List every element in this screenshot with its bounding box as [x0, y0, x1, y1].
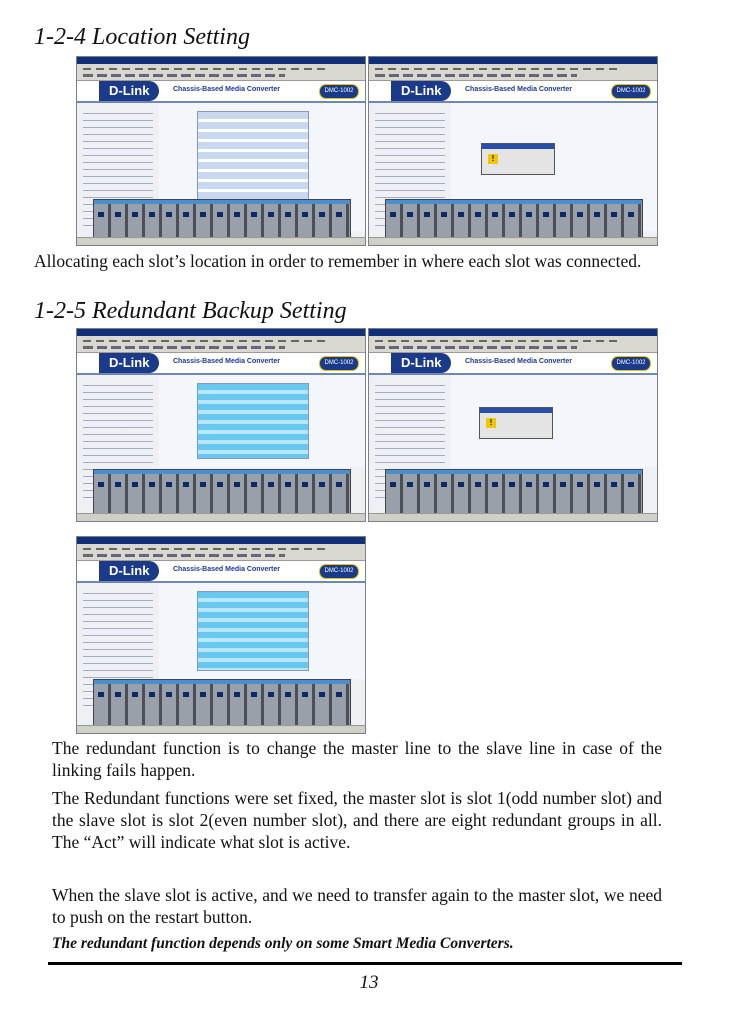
screenshot-location-form: [76, 56, 366, 246]
browser-toolbar: [369, 336, 657, 353]
app-banner: [77, 81, 365, 103]
redundant-paragraph-2: The Redundant functions were set fixed, the master slot is slot 1(odd number slot) and the slave slot is slot 2(even number slot), and there are eight redundant groups in all. The “Act” will indicate what slot is active.: [52, 788, 662, 852]
dlink-logo: D-Link: [391, 81, 451, 101]
app-banner: [369, 353, 657, 375]
window-titlebar: [369, 329, 657, 336]
window-titlebar: [77, 537, 365, 544]
app-banner: [77, 561, 365, 583]
note-text: The redundant function depends only on some Smart Media Converters.: [52, 935, 514, 952]
model-badge: DMC-1002: [611, 84, 651, 99]
content-area: [159, 375, 365, 467]
content-area: [451, 375, 657, 467]
redundant-table: [197, 383, 309, 459]
product-name: Chassis-Based Media Converter: [173, 358, 280, 365]
dlink-logo: D-Link: [99, 561, 159, 581]
status-bar: [77, 237, 365, 245]
screenshot-redundant-restart: [76, 536, 366, 734]
window-titlebar: [369, 57, 657, 64]
model-badge: DMC-1002: [319, 356, 359, 371]
status-bar: [77, 725, 365, 733]
status-bar: [369, 237, 657, 245]
browser-toolbar: [369, 64, 657, 81]
model-badge: DMC-1002: [611, 356, 651, 371]
redundant-paragraph-3: When the slave slot is active, and we need to transfer again to the master slot, we need to push on the restart button.: [52, 885, 662, 927]
status-bar: [369, 513, 657, 521]
chassis-panel: [385, 469, 643, 515]
app-banner: [369, 81, 657, 103]
product-name: Chassis-Based Media Converter: [173, 86, 280, 93]
screenshot-redundant-table: [76, 328, 366, 522]
status-bar: [77, 513, 365, 521]
page-number: 13: [359, 972, 379, 993]
dlink-logo: D-Link: [99, 81, 159, 101]
dlink-logo: D-Link: [391, 353, 451, 373]
product-name: Chassis-Based Media Converter: [465, 358, 572, 365]
confirm-dialog: [481, 143, 555, 175]
footer-rule: [48, 962, 682, 965]
chassis-panel: [93, 469, 351, 515]
screenshot-location-saved: [368, 56, 658, 246]
browser-toolbar: [77, 64, 365, 81]
browser-toolbar: [77, 336, 365, 353]
browser-toolbar: [77, 544, 365, 561]
model-badge: DMC-1002: [319, 84, 359, 99]
window-titlebar: [77, 329, 365, 336]
screenshot-redundant-alert: [368, 328, 658, 522]
product-name: Chassis-Based Media Converter: [465, 86, 572, 93]
content-area: [159, 583, 365, 679]
model-badge: DMC-1002: [319, 564, 359, 579]
heading-redundant-backup-setting: 1-2-5 Redundant Backup Setting: [34, 298, 347, 324]
product-name: Chassis-Based Media Converter: [173, 566, 280, 573]
redundant-paragraph-1: The redundant function is to change the master line to the slave line in case of the linking fails happen.: [52, 738, 662, 780]
location-description: Allocating each slot’s location in order to remember in where each slot was connected.: [34, 251, 642, 271]
chassis-panel: [93, 679, 351, 727]
heading-location-setting: 1-2-4 Location Setting: [34, 24, 250, 50]
app-banner: [77, 353, 365, 375]
alert-dialog: [479, 407, 553, 439]
redundant-table: [197, 591, 309, 671]
window-titlebar: [77, 57, 365, 64]
dlink-logo: D-Link: [99, 353, 159, 373]
